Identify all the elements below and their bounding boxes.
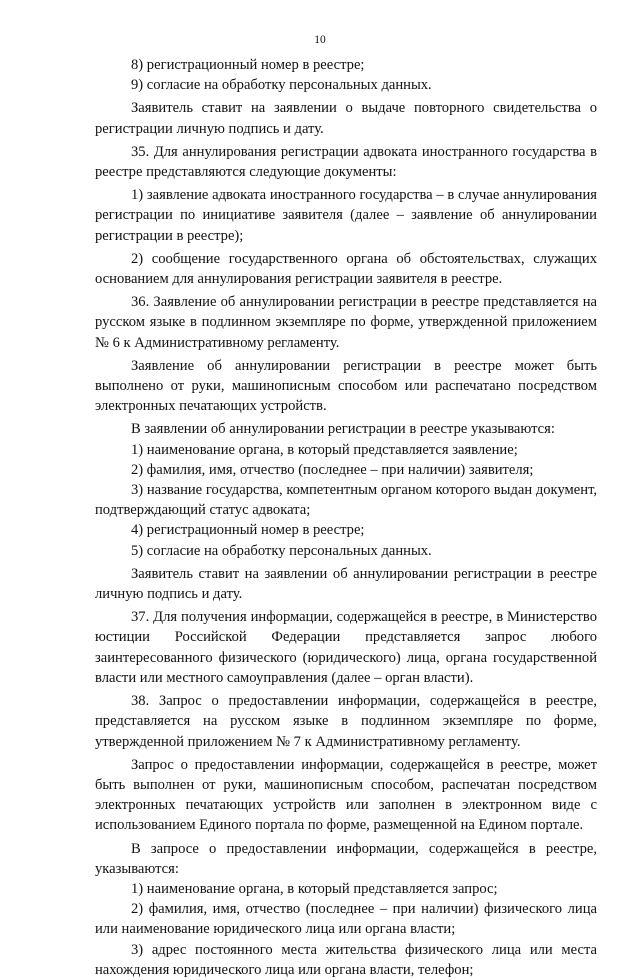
paragraph-36-item-1: 1) наименование органа, в который представляется заявление;	[131, 441, 518, 458]
document-body	[95, 55, 597, 980]
paragraph-38-item-3: 3) адрес постоянного места жительства физического лица или места нахождения юридического лица или органа власти, телефон;	[95, 941, 597, 978]
paragraph-36-signature-note: Заявитель ставит на заявлении об аннулировании регистрации в реестре личную подпись и дату.	[95, 565, 597, 603]
paragraph-36-form-methods: Заявление об аннулировании регистрации в реестре может быть выполнено от руки, машинописным способом или распечатано посредством электронных печатающих устройств.	[95, 357, 597, 415]
paragraph-38: 38. Запрос о предоставлении информации, содержащейся в реестре, представляется на русском языке в подлинном экземпляре по форме, утвержденной приложением № 7 к Административному регламенту.	[95, 693, 597, 750]
paragraph-38-contents-intro: В запросе о предоставлении информации, содержащейся в реестре, указываются:	[95, 840, 597, 877]
paragraph-signature-note: Заявитель ставит на заявлении о выдаче повторного свидетельства о регистрации личную подпись и дату.	[95, 100, 597, 137]
paragraph-36-item-5: 5) согласие на обработку персональных данных.	[131, 542, 432, 559]
paragraph-item-9: 9) согласие на обработку персональных данных.	[131, 77, 432, 94]
paragraph-35-item-1: 1) заявление адвоката иностранного государства – в случае аннулирования регистрации по инициативе заявителя (далее – заявление об аннулировании регистрации в реестре);	[95, 187, 597, 244]
page-number: 10	[314, 34, 326, 46]
paragraph-36: 36. Заявление об аннулировании регистрации в реестре представляется на русском языке в подлинном экземпляре по форме, утвержденной приложением № 6 к Административному регламенту.	[95, 294, 597, 351]
paragraph-36-item-2: 2) фамилия, имя, отчество (последнее – при наличии) заявителя;	[131, 461, 534, 478]
paragraph-38-item-1: 1) наименование органа, в который представляется запрос;	[131, 880, 498, 897]
paragraph-36-item-3: 3) название государства, компетентным органом которого выдан документ, подтверждающий статус адвоката;	[95, 482, 597, 519]
paragraph-37: 37. Для получения информации, содержащейся в реестре, в Министерство юстиции Российской Федерации представляется запрос любого заинтересованного физического (юридического) лица, органа государственной власти или местного самоуправления (далее – орган власти).	[95, 609, 597, 686]
paragraph-item-8: 8) регистрационный номер в реестре;	[131, 57, 365, 73]
paragraph-36-item-4: 4) регистрационный номер в реестре;	[131, 522, 365, 539]
paragraph-38-item-2: 2) фамилия, имя, отчество (последнее – при наличии) физического лица или наименование юридического лица или органа власти;	[95, 901, 597, 938]
paragraph-35: 35. Для аннулирования регистрации адвоката иностранного государства в реестре представляются следующие документы:	[95, 143, 597, 181]
paragraph-35-item-2: 2) сообщение государственного органа об обстоятельствах, служащих основанием для аннулирования регистрации заявителя в реестре.	[95, 250, 597, 288]
paragraph-36-contents-intro: В заявлении об аннулировании регистрации в реестре указываются:	[131, 421, 555, 438]
paragraph-38-form-methods: Запрос о предоставлении информации, содержащейся в реестре, может быть выполнен от руки, машинописным способом, распечатан посредством электронных печатающих устройств или заполнен в электронном виде с использованием Единого портала по форме, размещенной на Едином портале.	[95, 756, 597, 834]
